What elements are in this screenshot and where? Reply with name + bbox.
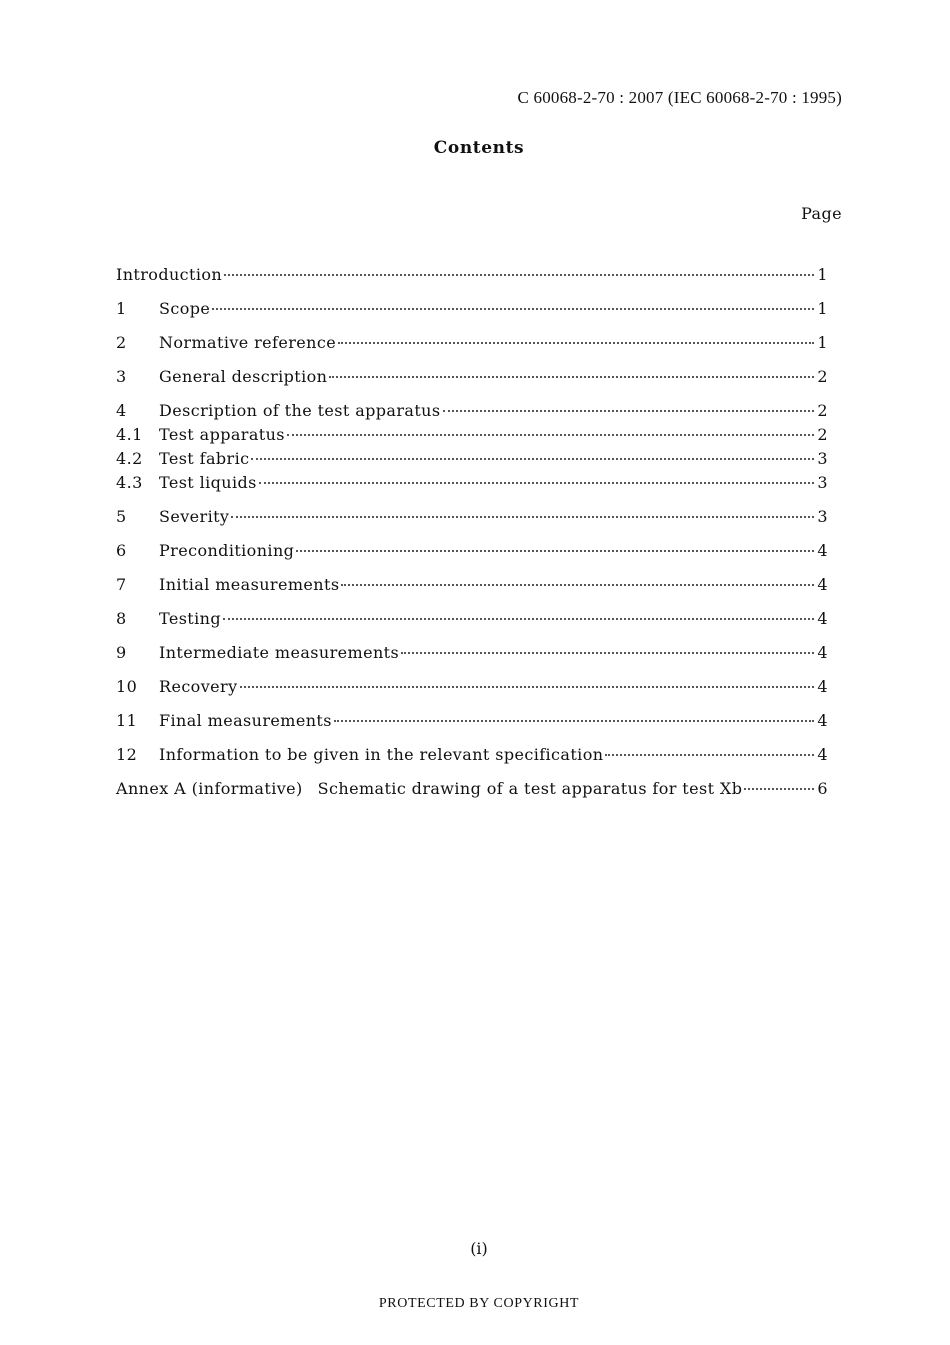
toc-number: 6 (116, 541, 127, 560)
toc-page-number: 4 (817, 745, 828, 764)
table-of-contents (116, 265, 828, 803)
toc-entry-recovery[interactable] (116, 677, 828, 701)
toc-entry-testing[interactable] (116, 609, 828, 633)
toc-page-number: 4 (817, 711, 828, 730)
dot-leader (341, 583, 814, 586)
toc-number: 3 (116, 367, 127, 386)
toc-label: Test fabric (159, 449, 250, 468)
copyright-notice: PROTECTED BY COPYRIGHT (378, 1296, 580, 1311)
dot-leader (212, 307, 814, 310)
toc-entry-relevant-specification[interactable] (116, 745, 828, 769)
dot-leader (329, 375, 814, 378)
toc-entry-test-apparatus-description[interactable] (116, 401, 828, 425)
toc-label: Description of the test apparatus (159, 401, 441, 420)
dot-leader (287, 433, 814, 436)
toc-number: 4.3 (116, 473, 143, 492)
toc-label: Scope (159, 299, 211, 318)
toc-page-number: 2 (817, 401, 828, 420)
contents-heading: Contents (433, 138, 525, 158)
dot-leader (401, 651, 814, 654)
toc-number: 1 (116, 299, 127, 318)
toc-entry-introduction[interactable] (116, 265, 828, 289)
toc-number: 2 (116, 333, 127, 352)
toc-label: Test liquids (159, 473, 257, 492)
toc-entry-general-description[interactable] (116, 367, 828, 391)
dot-leader (240, 685, 815, 688)
toc-page-number: 4 (817, 677, 828, 696)
toc-label: Test apparatus (159, 425, 285, 444)
dot-leader (251, 457, 814, 460)
toc-page-number: 1 (817, 333, 828, 352)
page-number: (i) (470, 1239, 488, 1258)
toc-label: Schematic drawing of a test apparatus for test Xb (317, 779, 743, 798)
toc-number: 12 (116, 745, 138, 764)
toc-number: 5 (116, 507, 127, 526)
toc-page-number: 6 (817, 779, 828, 798)
toc-page-number: 4 (817, 575, 828, 594)
toc-label: Information to be given in the relevant specification (159, 745, 604, 764)
toc-number: 11 (116, 711, 138, 730)
toc-entry-test-liquids[interactable] (116, 473, 828, 497)
toc-label: Preconditioning (159, 541, 295, 560)
toc-page-number: 4 (817, 541, 828, 560)
toc-entry-intermediate-measurements[interactable] (116, 643, 828, 667)
toc-label: Normative reference (159, 333, 337, 352)
toc-number: 10 (116, 677, 138, 696)
toc-page-number: 3 (817, 449, 828, 468)
toc-page-number: 1 (817, 299, 828, 318)
toc-number: 4.2 (116, 449, 143, 468)
toc-page-number: 4 (817, 643, 828, 662)
toc-page-number: 4 (817, 609, 828, 628)
dot-leader (334, 719, 815, 722)
toc-label: Intermediate measurements (159, 643, 400, 662)
document-id: C 60068-2-70 : 2007 (IEC 60068-2-70 : 1995) (517, 88, 842, 107)
toc-entry-initial-measurements[interactable] (116, 575, 828, 599)
toc-entry-preconditioning[interactable] (116, 541, 828, 565)
dot-leader (296, 549, 814, 552)
toc-label: Recovery (159, 677, 238, 696)
toc-page-number: 3 (817, 507, 828, 526)
toc-entry-normative-reference[interactable] (116, 333, 828, 357)
toc-page-number: 2 (817, 425, 828, 444)
toc-entry-final-measurements[interactable] (116, 711, 828, 735)
toc-label: Introduction (116, 265, 223, 284)
toc-number: 8 (116, 609, 127, 628)
toc-label: General description (159, 367, 328, 386)
toc-entry-test-fabric[interactable] (116, 449, 828, 473)
toc-entry-annex-a[interactable] (116, 779, 828, 803)
toc-label: Severity (159, 507, 230, 526)
toc-page-number: 3 (817, 473, 828, 492)
dot-leader (223, 617, 814, 620)
dot-leader (224, 273, 814, 276)
toc-label: Initial measurements (159, 575, 340, 594)
dot-leader (338, 341, 814, 344)
dot-leader (744, 787, 814, 790)
toc-number: 4.1 (116, 425, 143, 444)
page-column-label: Page (801, 204, 842, 223)
toc-label: Testing (159, 609, 222, 628)
toc-entry-test-apparatus[interactable] (116, 425, 828, 449)
annex-prefix: Annex A (informative) (116, 779, 303, 798)
toc-page-number: 1 (817, 265, 828, 284)
toc-number: 4 (116, 401, 127, 420)
dot-leader (259, 481, 815, 484)
toc-entry-severity[interactable] (116, 507, 828, 531)
toc-entry-scope[interactable] (116, 299, 828, 323)
toc-number: 9 (116, 643, 127, 662)
toc-page-number: 2 (817, 367, 828, 386)
dot-leader (605, 753, 814, 756)
dot-leader (231, 515, 814, 518)
toc-number: 7 (116, 575, 127, 594)
toc-label: Final measurements (159, 711, 332, 730)
dot-leader (443, 409, 815, 412)
